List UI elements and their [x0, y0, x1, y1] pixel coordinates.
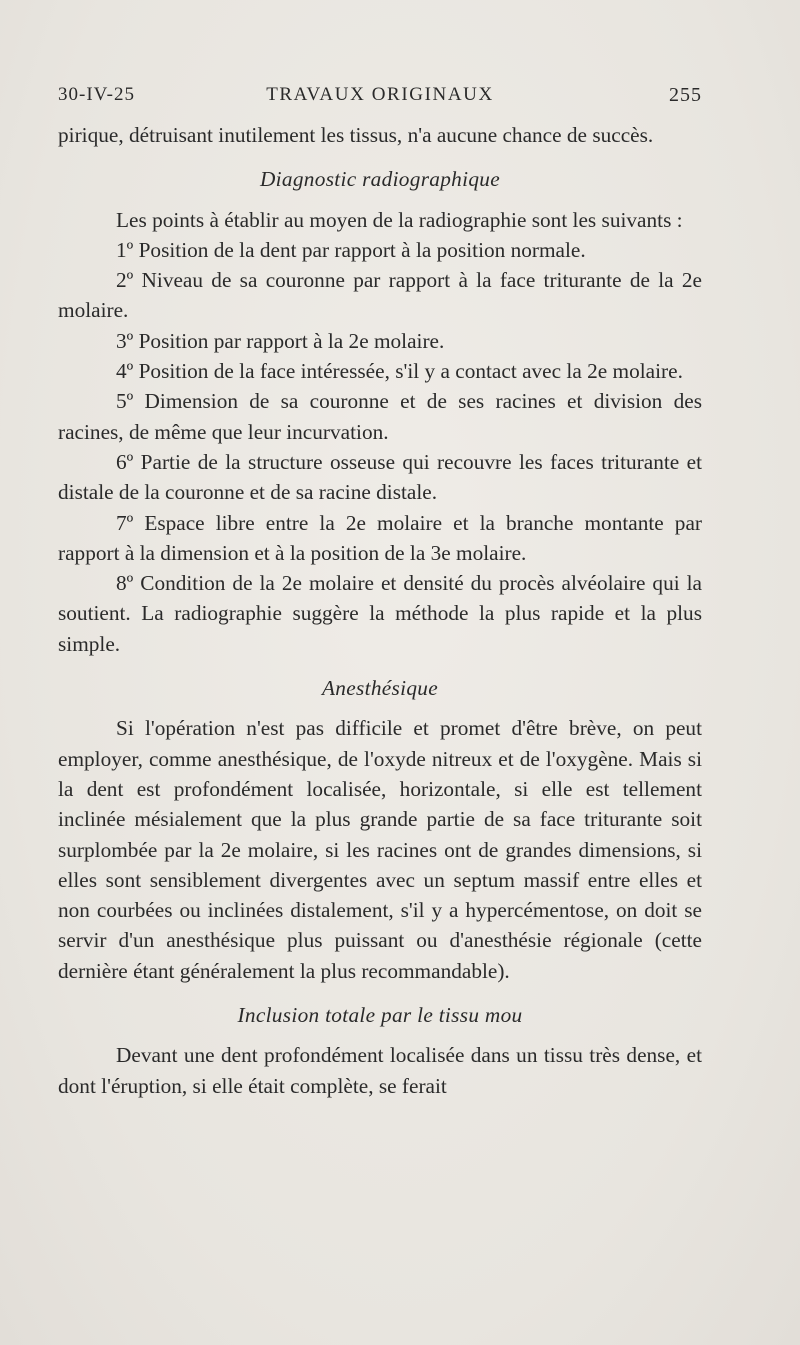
running-header: [58, 84, 702, 112]
list-item-5: 5º Dimension de sa couronne et de ses racines et division des racines, de même que leur incurvation.: [58, 389, 702, 444]
inclusion-paragraph: Devant une dent profondément localisée dans un tissu très dense, et dont l'éruption, si elle était complète, se ferait: [58, 1043, 702, 1098]
list-intro: Les points à établir au moyen de la radiographie sont les suivants :: [116, 207, 683, 232]
page-number: 255: [669, 84, 702, 106]
section-heading-inclusion: Inclusion totale par le tissu mou: [237, 1003, 523, 1028]
header-date: 30-IV-25: [58, 84, 135, 105]
section-heading-diagnostic: Diagnostic radiographique: [260, 167, 500, 192]
continuation-paragraph: pirique, détruisant inutilement les tissus, n'a aucune chance de succès.: [58, 123, 654, 147]
list-item-7: 7º Espace libre entre la 2e molaire et la branche montante par rapport à la dimension et à la position de la 3e molaire.: [58, 510, 702, 565]
section-heading-anesthesique: Anesthésique: [322, 676, 438, 701]
list-item-2: 2º Niveau de sa couronne par rapport à la face triturante de la 2e molaire.: [58, 268, 702, 323]
list-item-4: 4º Position de la face intéressée, s'il y a contact avec la 2e molaire.: [116, 359, 683, 384]
anesthesia-paragraph: Si l'opération n'est pas difficile et promet d'être brève, on peut employer, comme anesthésique, de l'oxyde nitreux et de l'oxygène. Mais si la dent est profondément localisée, horizontale, si elle est tellement inclinée mésialement que la plus grande partie de sa face triturante soit surplombée par la 2e molaire, si les racines ont de grandes dimensions, si elles sont sensiblement divergentes avec un septum massif entre elles et non courbées ou inclinées distalement, s'il y a hypercémentose, on doit se servir d'un anesthésique plus puissant ou d'anesthésie régionale (cette dernière étant généralement la plus recommandable).: [58, 716, 702, 983]
list-item-6: 6º Partie de la structure osseuse qui recouvre les faces triturante et distale de la couronne et de sa racine distale.: [58, 449, 702, 505]
list-item-8: 8º Condition de la 2e molaire et densité du procès alvéolaire qui la soutient. La radiographie suggère la méthode la plus rapide et la plus simple.: [58, 571, 702, 656]
list-item-1: 1º Position de la dent par rapport à la position normale.: [116, 237, 586, 262]
list-item-3: 3º Position par rapport à la 2e molaire.: [116, 328, 445, 353]
header-journal-title: TRAVAUX ORIGINAUX: [266, 84, 494, 105]
body-text: [58, 120, 702, 1101]
